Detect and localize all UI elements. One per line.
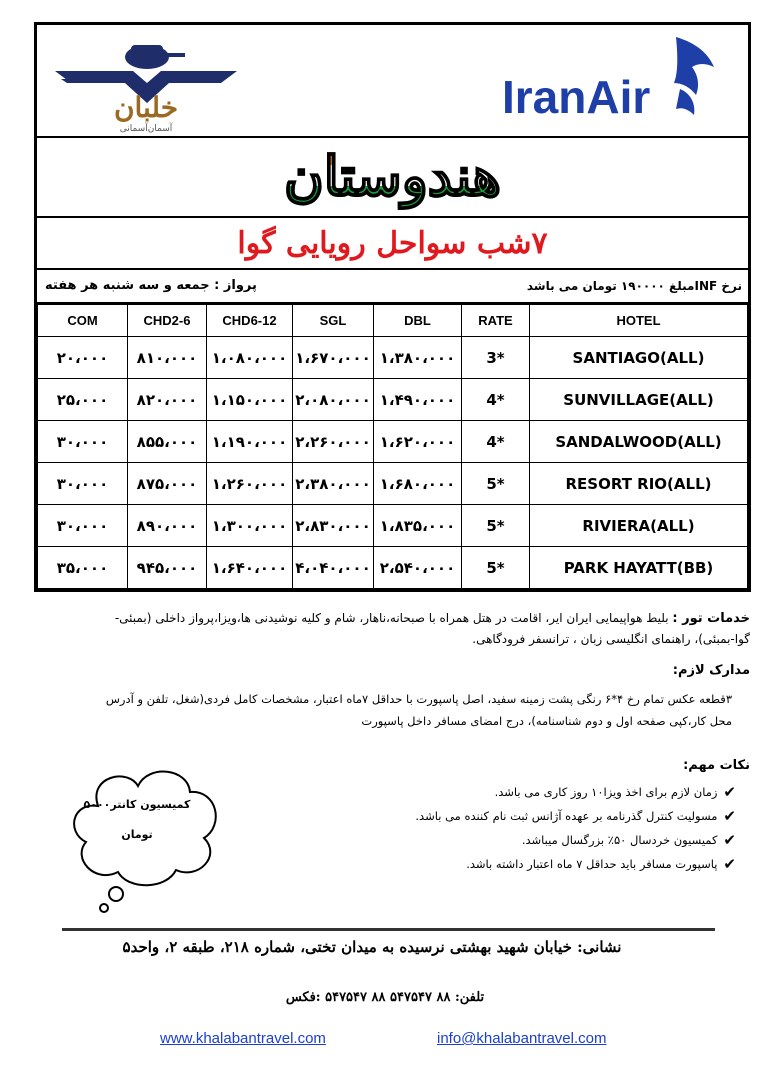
dbl-cell: ۱،۴۹۰،۰۰۰ — [374, 379, 462, 421]
column-header-rate: RATE — [462, 305, 530, 337]
table-row — [38, 337, 748, 379]
khalaban-logo-subtext: آسمان‌آسمانی — [119, 124, 173, 133]
iranair-logo — [500, 33, 720, 123]
commission-line-1: کمیسیون کانتر۵۰۰۰ — [83, 798, 191, 811]
column-header-com: COM — [38, 305, 128, 337]
tour-title-row — [37, 218, 748, 270]
column-header-dbl: DBL — [374, 305, 462, 337]
sgl-cell: ۱،۶۷۰،۰۰۰ — [293, 337, 374, 379]
infant-rate-text: نرخ INFمبلغ ۱۹۰۰۰۰ تومان می باشد — [526, 279, 742, 293]
khalaban-logo — [51, 31, 241, 133]
chd6-12-cell: ۱،۳۰۰،۰۰۰ — [207, 505, 293, 547]
table-row — [38, 505, 748, 547]
note-text: مسولیت کنترل گذرنامه بر عهده آژانس ثبت نام کننده می باشد. — [415, 809, 718, 823]
list-item — [415, 852, 736, 876]
services-label: خدمات تور : — [672, 611, 750, 626]
note-text: زمان لازم برای اخذ ویزا۱۰ روز کاری می باشد. — [494, 785, 718, 799]
flight-days-text: پرواز : جمعه و سه شنبه هر هفته — [45, 278, 257, 293]
rate-cell: 5* — [462, 463, 530, 505]
list-item — [415, 828, 736, 852]
chd6-12-cell: ۱،۶۴۰،۰۰۰ — [207, 547, 293, 589]
address-text: نشانی: خیابان شهید بهشتی نرسیده به میدان تختی، شماره ۲۱۸، طبقه ۲، واحد۵ — [122, 938, 622, 956]
chd6-12-cell: ۱،۰۸۰،۰۰۰ — [207, 337, 293, 379]
document-frame — [34, 22, 751, 592]
sgl-cell: ۴،۰۴۰،۰۰۰ — [293, 547, 374, 589]
commission-cloud-text — [82, 790, 192, 850]
com-cell: ۲۰،۰۰۰ — [38, 337, 128, 379]
chd2-6-cell: ۸۲۰،۰۰۰ — [128, 379, 207, 421]
list-item — [415, 780, 736, 804]
documents-label: مدارک لازم: — [672, 663, 750, 678]
column-header-chd6-12: CHD6-12 — [207, 305, 293, 337]
phone-fax-text: تلفن: ۸۸ ۵۴۷۵۴۷ ۸۸ ۵۴۷۵۴۷ :فکس — [285, 990, 485, 1005]
dbl-cell: ۱،۳۸۰،۰۰۰ — [374, 337, 462, 379]
com-cell: ۳۰،۰۰۰ — [38, 421, 128, 463]
chd6-12-cell: ۱،۲۶۰،۰۰۰ — [207, 463, 293, 505]
sgl-cell: ۲،۰۸۰،۰۰۰ — [293, 379, 374, 421]
dbl-cell: ۱،۶۸۰،۰۰۰ — [374, 463, 462, 505]
com-cell: ۳۰،۰۰۰ — [38, 463, 128, 505]
table-row — [38, 421, 748, 463]
hotel-cell: SANDALWOOD(ALL) — [530, 421, 748, 463]
list-item — [415, 804, 736, 828]
note-text: کمیسیون خردسال ۵۰٪ بزرگسال میباشد. — [521, 833, 718, 847]
tour-info-row — [37, 270, 748, 304]
chd2-6-cell: ۸۷۵،۰۰۰ — [128, 463, 207, 505]
chd2-6-cell: ۸۱۰،۰۰۰ — [128, 337, 207, 379]
rate-cell: 4* — [462, 379, 530, 421]
dbl-cell: ۱،۶۲۰،۰۰۰ — [374, 421, 462, 463]
checkmark-icon: ✔ — [723, 783, 736, 801]
website-link[interactable]: www.khalabantravel.com — [160, 1030, 326, 1047]
email-link[interactable]: info@khalabantravel.com — [437, 1030, 607, 1047]
sgl-cell: ۲،۸۳۰،۰۰۰ — [293, 505, 374, 547]
checkmark-icon: ✔ — [723, 807, 736, 825]
destination-title-row — [37, 138, 748, 218]
table-row — [38, 463, 748, 505]
services-text: بلیط هواپیمایی ایران ایر، اقامت در هتل همراه با صبحانه،ناهار، شام و کلیه نوشیدنی ها،ویزا،پرواز داخلی (بمبئی- گوا-بمبئی)، راهنمای انگلیسی زبان ، ترانسفر فرودگاهی. — [114, 611, 750, 646]
table-header-row — [38, 305, 748, 337]
hotel-cell: PARK HAYATT(BB) — [530, 547, 748, 589]
tour-title: ۷شب سواحل رویایی گوا — [237, 226, 548, 261]
documents-text: ۳قطعه عکس تمام رخ ۴*۶ رنگی پشت زمینه سفید، اصل پاسپورت با حداقل ۷ماه اعتبار، مشخصات کامل فردی(شغل، تلفن و آدرس محل کار،کپی صفحه اول و دوم شناسنامه)، درج امضای مسافر داخل پاسپورت — [105, 692, 732, 728]
table-row — [38, 379, 748, 421]
rate-cell: 4* — [462, 421, 530, 463]
column-header-sgl: SGL — [293, 305, 374, 337]
chd6-12-cell: ۱،۱۹۰،۰۰۰ — [207, 421, 293, 463]
column-header-chd2-6: CHD2-6 — [128, 305, 207, 337]
sgl-cell: ۲،۳۸۰،۰۰۰ — [293, 463, 374, 505]
chd2-6-cell: ۹۴۵،۰۰۰ — [128, 547, 207, 589]
dbl-cell: ۲،۵۴۰،۰۰۰ — [374, 547, 462, 589]
iranair-logo-text: IranAir — [502, 71, 651, 123]
dbl-cell: ۱،۸۳۵،۰۰۰ — [374, 505, 462, 547]
column-header-hotel: HOTEL — [530, 305, 748, 337]
notes-label: نکات مهم: — [683, 758, 750, 773]
chd6-12-cell: ۱،۱۵۰،۰۰۰ — [207, 379, 293, 421]
rate-cell: 3* — [462, 337, 530, 379]
checkmark-icon: ✔ — [723, 855, 736, 873]
rate-cell: 5* — [462, 547, 530, 589]
chd2-6-cell: ۸۹۰،۰۰۰ — [128, 505, 207, 547]
com-cell: ۳۵،۰۰۰ — [38, 547, 128, 589]
rate-cell: 5* — [462, 505, 530, 547]
khalaban-logo-text: خلبان — [113, 91, 179, 124]
logo-banner — [37, 25, 748, 138]
note-text: پاسپورت مسافر باید حداقل ۷ ماه اعتبار داشته باشد. — [466, 857, 718, 871]
price-table — [37, 304, 748, 589]
com-cell: ۳۰،۰۰۰ — [38, 505, 128, 547]
commission-line-2: تومان — [121, 828, 153, 841]
com-cell: ۲۵،۰۰۰ — [38, 379, 128, 421]
hotel-cell: RESORT RIO(ALL) — [530, 463, 748, 505]
table-row — [38, 547, 748, 589]
destination-title: هندوستان — [37, 144, 748, 208]
hotel-cell: SUNVILLAGE(ALL) — [530, 379, 748, 421]
notes-list — [415, 780, 736, 876]
checkmark-icon: ✔ — [723, 831, 736, 849]
hotel-cell: SANTIAGO(ALL) — [530, 337, 748, 379]
divider — [62, 928, 715, 931]
sgl-cell: ۲،۲۶۰،۰۰۰ — [293, 421, 374, 463]
hotel-cell: RIVIERA(ALL) — [530, 505, 748, 547]
tour-services — [100, 608, 750, 649]
chd2-6-cell: ۸۵۵،۰۰۰ — [128, 421, 207, 463]
